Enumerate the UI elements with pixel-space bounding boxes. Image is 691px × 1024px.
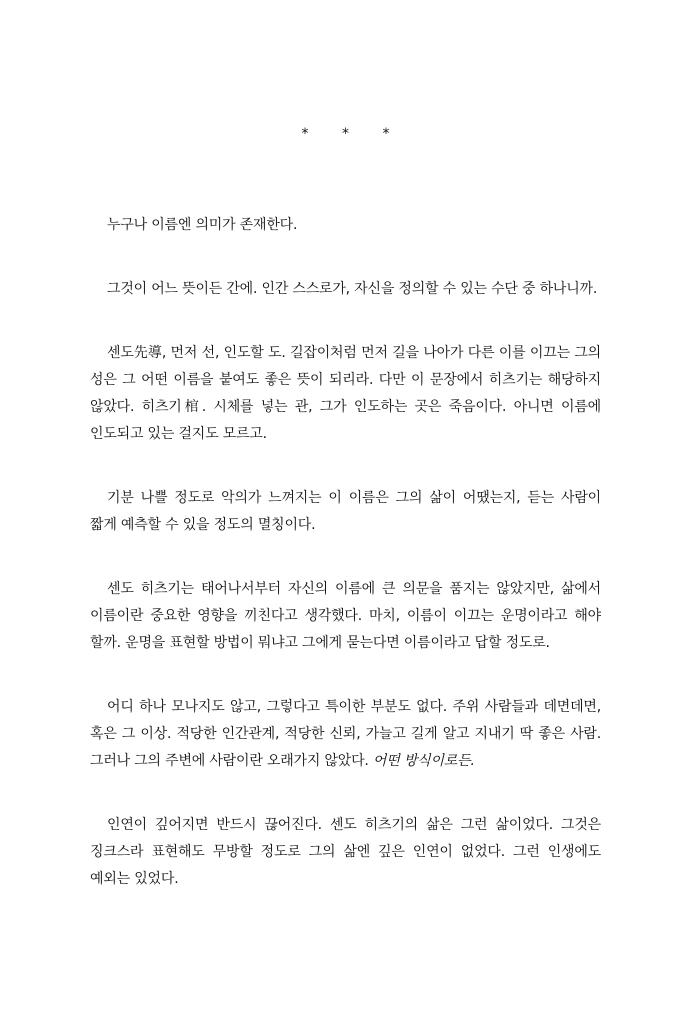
paragraph-text: 기분 나쁠 정도로 악의가 느껴지는 이 이름은 그의 삶이 어땠는지, 듣는 사람이 짧게 예측할 수 있을 정도의 멸칭이다. <box>90 490 601 533</box>
separator-asterisk: * <box>382 126 390 142</box>
separator-asterisk: * <box>301 126 309 142</box>
separator-asterisk: * <box>342 126 349 142</box>
paragraph-text: 센도先導, 먼저 선, 인도할 도. 길잡이처럼 먼저 길을 나아가 다른 이를 이끄는 그의 성은 그 어떤 이름을 붙여도 좋은 뜻이 되리라. 다만 이 문장에서 히츠기는 해당하지 않았다. 히츠기棺. 시체를 넣는 관, 그가 인도하는 곳은 죽음이다. 아니면 이름에 인도되고 있는 걸지도 모르고. <box>90 345 601 442</box>
paragraph-text: 어디 하나 모나지도 않고, 그렇다고 특이한 부분도 없다. 주위 사람들과 데면데면, 혹은 그 이상. 적당한 인간관계, 적당한 신뢰, 가늘고 길게 알고 지내기 딱 좋은 사람. 그러나 그의 주변에 사람이란 오래가지 않았다. <box>90 699 601 769</box>
paragraph-text: 센도 히츠기는 태어나서부터 자신의 이름에 큰 의문을 품지는 않았지만, 삶에서 이름이란 중요한 영향을 끼친다고 생각했다. 마치, 이름이 이끄는 운명이라고 해야 할까. 운명을 표현할 방법이 뭐냐고 그에게 묻는다면 이름이라고 답할 정도로. <box>90 581 601 651</box>
paragraph <box>90 340 601 448</box>
paragraph <box>90 812 601 893</box>
paragraph <box>90 276 601 303</box>
paragraph-text: 누구나 이름엔 의미가 존재한다. <box>107 217 298 233</box>
paragraph <box>90 212 601 239</box>
paragraph <box>90 485 601 539</box>
body-text <box>90 212 601 930</box>
paragraph-text: 인연이 깊어지면 반드시 끊어진다. 센도 히츠기의 삶은 그런 삶이었다. 그것은 징크스라 표현해도 무방할 정도로 그의 삶엔 깊은 인연이 없었다. 그런 인생에도 예외는 있었다. <box>90 817 601 887</box>
section-separator <box>0 126 691 142</box>
paragraph-italic-text: 어떤 방식이로든. <box>372 753 475 769</box>
paragraph <box>90 576 601 657</box>
paragraph <box>90 694 601 775</box>
paragraph-text: 그것이 어느 뜻이든 간에. 인간 스스로가, 자신을 정의할 수 있는 수단 중 하나니까. <box>107 281 598 297</box>
